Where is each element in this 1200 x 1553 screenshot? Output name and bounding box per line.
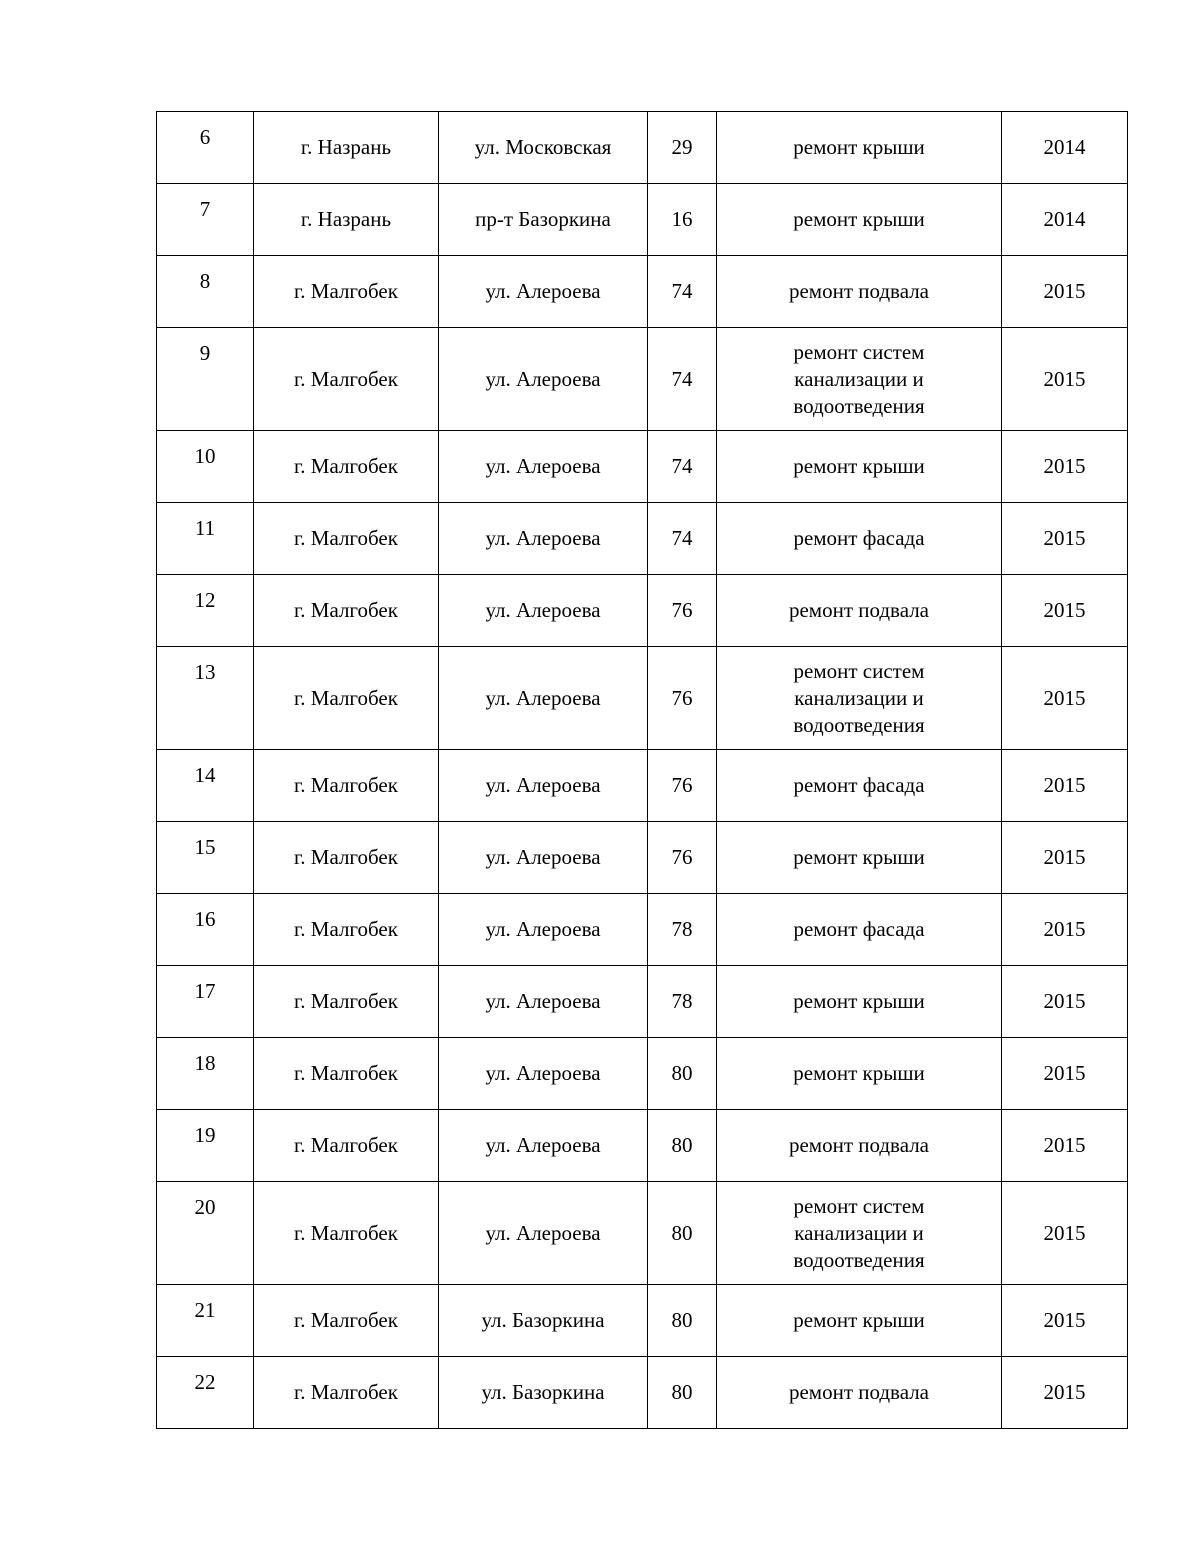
cell-work-type: ремонт фасада — [717, 750, 1002, 822]
cell-street: ул. Базоркина — [439, 1357, 648, 1429]
cell-street: ул. Алероева — [439, 431, 648, 503]
cell-city: г. Малгобек — [254, 750, 439, 822]
table-row — [157, 966, 1128, 1038]
table-row — [157, 1182, 1128, 1285]
cell-work-type: ремонт подвала — [717, 1357, 1002, 1429]
cell-street: ул. Алероева — [439, 503, 648, 575]
cell-house: 76 — [648, 750, 717, 822]
cell-work-type: ремонт фасада — [717, 503, 1002, 575]
cell-house: 76 — [648, 575, 717, 647]
table-row — [157, 894, 1128, 966]
table-row — [157, 822, 1128, 894]
cell-work-type: ремонт крыши — [717, 966, 1002, 1038]
cell-house: 80 — [648, 1110, 717, 1182]
table-row — [157, 647, 1128, 750]
cell-year: 2015 — [1002, 1182, 1128, 1285]
cell-street: ул. Алероева — [439, 750, 648, 822]
cell-work-type: ремонт подвала — [717, 575, 1002, 647]
cell-city: г. Малгобек — [254, 328, 439, 431]
table-row — [157, 575, 1128, 647]
work-type-line: канализации и — [794, 1220, 924, 1245]
cell-street: ул. Алероева — [439, 894, 648, 966]
cell-city: г. Малгобек — [254, 966, 439, 1038]
cell-city: г. Назрань — [254, 184, 439, 256]
cell-work-type — [717, 1182, 1002, 1285]
cell-work-type — [717, 328, 1002, 431]
cell-number: 19 — [157, 1110, 254, 1182]
cell-house: 29 — [648, 112, 717, 184]
cell-number: 6 — [157, 112, 254, 184]
cell-street: ул. Алероева — [439, 1038, 648, 1110]
cell-house: 74 — [648, 328, 717, 431]
cell-year: 2015 — [1002, 575, 1128, 647]
cell-house: 74 — [648, 503, 717, 575]
cell-house: 76 — [648, 822, 717, 894]
cell-number: 14 — [157, 750, 254, 822]
work-type-line: ремонт систем — [793, 1193, 925, 1218]
cell-house: 80 — [648, 1285, 717, 1357]
cell-number: 15 — [157, 822, 254, 894]
cell-house: 76 — [648, 647, 717, 750]
work-type-line: водоотведения — [793, 1247, 925, 1272]
cell-year: 2015 — [1002, 894, 1128, 966]
cell-year: 2015 — [1002, 503, 1128, 575]
cell-city: г. Малгобек — [254, 1285, 439, 1357]
cell-number: 21 — [157, 1285, 254, 1357]
cell-year: 2015 — [1002, 1285, 1128, 1357]
cell-work-type: ремонт фасада — [717, 894, 1002, 966]
cell-city: г. Малгобек — [254, 1357, 439, 1429]
cell-city: г. Малгобек — [254, 575, 439, 647]
cell-number: 10 — [157, 431, 254, 503]
table-row — [157, 112, 1128, 184]
cell-work-type: ремонт крыши — [717, 1285, 1002, 1357]
cell-work-type: ремонт подвала — [717, 1110, 1002, 1182]
cell-year: 2015 — [1002, 822, 1128, 894]
cell-city: г. Малгобек — [254, 431, 439, 503]
cell-number: 9 — [157, 328, 254, 431]
cell-work-type: ремонт крыши — [717, 112, 1002, 184]
cell-number: 8 — [157, 256, 254, 328]
cell-city: г. Малгобек — [254, 647, 439, 750]
cell-year: 2015 — [1002, 328, 1128, 431]
cell-work-type: ремонт крыши — [717, 1038, 1002, 1110]
cell-number: 22 — [157, 1357, 254, 1429]
work-type-line: ремонт систем — [793, 658, 925, 683]
cell-year: 2015 — [1002, 1038, 1128, 1110]
table-body — [157, 112, 1128, 1429]
work-type-line: канализации и — [794, 685, 924, 710]
cell-year: 2015 — [1002, 750, 1128, 822]
table-row — [157, 1357, 1128, 1429]
cell-year: 2015 — [1002, 431, 1128, 503]
table-row — [157, 503, 1128, 575]
cell-number: 11 — [157, 503, 254, 575]
cell-year: 2014 — [1002, 184, 1128, 256]
cell-work-type: ремонт крыши — [717, 431, 1002, 503]
cell-work-type: ремонт подвала — [717, 256, 1002, 328]
cell-city: г. Малгобек — [254, 256, 439, 328]
cell-house: 16 — [648, 184, 717, 256]
work-type-line: ремонт систем — [793, 339, 925, 364]
cell-house: 80 — [648, 1038, 717, 1110]
cell-street: ул. Алероева — [439, 328, 648, 431]
cell-number: 18 — [157, 1038, 254, 1110]
cell-number: 17 — [157, 966, 254, 1038]
cell-house: 78 — [648, 894, 717, 966]
cell-street: ул. Алероева — [439, 647, 648, 750]
cell-year: 2015 — [1002, 256, 1128, 328]
table-row — [157, 256, 1128, 328]
cell-city: г. Малгобек — [254, 503, 439, 575]
cell-number: 16 — [157, 894, 254, 966]
table-row — [157, 184, 1128, 256]
cell-year: 2015 — [1002, 1357, 1128, 1429]
cell-city: г. Малгобек — [254, 1182, 439, 1285]
cell-street: ул. Алероева — [439, 1110, 648, 1182]
table-row — [157, 1038, 1128, 1110]
cell-house: 74 — [648, 256, 717, 328]
cell-street: пр-т Базоркина — [439, 184, 648, 256]
cell-street: ул. Алероева — [439, 1182, 648, 1285]
table-row — [157, 1285, 1128, 1357]
cell-city: г. Малгобек — [254, 1038, 439, 1110]
cell-city: г. Малгобек — [254, 822, 439, 894]
cell-city: г. Назрань — [254, 112, 439, 184]
cell-city: г. Малгобек — [254, 1110, 439, 1182]
cell-year: 2015 — [1002, 647, 1128, 750]
cell-street: ул. Московская — [439, 112, 648, 184]
cell-street: ул. Алероева — [439, 575, 648, 647]
table-row — [157, 750, 1128, 822]
cell-house: 80 — [648, 1357, 717, 1429]
cell-house: 74 — [648, 431, 717, 503]
cell-street: ул. Алероева — [439, 966, 648, 1038]
work-type-line: водоотведения — [793, 712, 925, 737]
repair-works-table — [156, 111, 1128, 1429]
cell-number: 20 — [157, 1182, 254, 1285]
cell-street: ул. Базоркина — [439, 1285, 648, 1357]
cell-number: 12 — [157, 575, 254, 647]
cell-year: 2015 — [1002, 1110, 1128, 1182]
cell-year: 2014 — [1002, 112, 1128, 184]
cell-number: 7 — [157, 184, 254, 256]
table-row — [157, 431, 1128, 503]
cell-city: г. Малгобек — [254, 894, 439, 966]
cell-street: ул. Алероева — [439, 822, 648, 894]
table-row — [157, 1110, 1128, 1182]
table-row — [157, 328, 1128, 431]
cell-number: 13 — [157, 647, 254, 750]
work-type-line: канализации и — [794, 366, 924, 391]
cell-work-type — [717, 647, 1002, 750]
cell-work-type: ремонт крыши — [717, 184, 1002, 256]
cell-year: 2015 — [1002, 966, 1128, 1038]
cell-work-type: ремонт крыши — [717, 822, 1002, 894]
cell-house: 80 — [648, 1182, 717, 1285]
cell-street: ул. Алероева — [439, 256, 648, 328]
cell-house: 78 — [648, 966, 717, 1038]
work-type-line: водоотведения — [793, 393, 925, 418]
